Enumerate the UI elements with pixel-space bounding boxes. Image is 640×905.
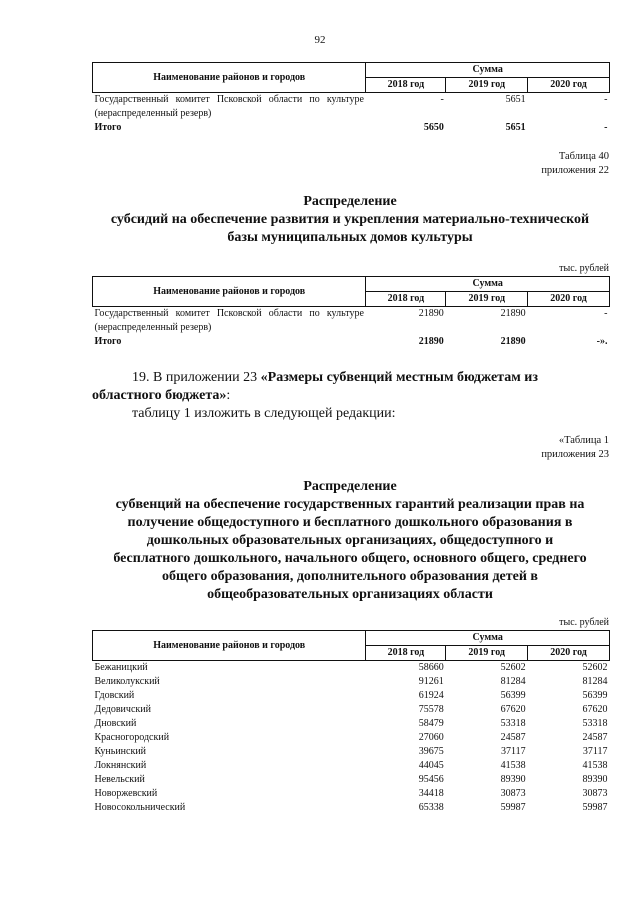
total-value-2020: - (604, 122, 608, 133)
total-row (93, 121, 610, 135)
row-name: Великолукский (94, 676, 160, 687)
row-value-2020: 81284 (582, 676, 608, 687)
column-header-2020: 2020 год (528, 78, 610, 93)
table-row (93, 745, 610, 759)
row-value-2019: 53318 (500, 718, 526, 729)
table-subsidies-continued (92, 62, 610, 135)
heading-line: дошкольных образовательных организациях, общедоступного и (146, 533, 554, 548)
total-label: Итого (94, 122, 122, 133)
total-row (93, 335, 610, 349)
table-row (93, 689, 610, 703)
table-1-heading (80, 478, 620, 604)
column-header-2020: 2020 год (528, 646, 610, 661)
row-value-2018: 61924 (418, 690, 444, 701)
total-value-2019: 5651 (505, 122, 526, 133)
row-value-2019: 24587 (500, 732, 526, 743)
column-header-name: Наименование районов и городов (93, 631, 366, 661)
total-value-2020: -». (596, 336, 608, 347)
table-1-caption (541, 434, 609, 462)
row-name: Дновский (94, 718, 137, 729)
table-row (93, 661, 610, 676)
row-name: Красногородский (94, 732, 170, 743)
row-value-2018: 44045 (418, 760, 444, 771)
heading-line: Распределение (303, 194, 397, 209)
row-value-2019: 67620 (500, 704, 526, 715)
page-number: 92 (314, 34, 326, 46)
row-value-2018: 95456 (418, 774, 444, 785)
row-value-2020: - (604, 94, 608, 105)
table-row (93, 787, 610, 801)
row-value-2018: 58660 (418, 662, 444, 673)
appendix-title-end: областного бюджета» (92, 388, 227, 403)
table-row (93, 759, 610, 773)
row-value-2020: 89390 (582, 774, 608, 785)
table-row (93, 731, 610, 745)
row-value-2018: 34418 (418, 788, 444, 799)
table-row (93, 703, 610, 717)
row-value-2019: 41538 (500, 760, 526, 771)
row-name: Невельский (94, 774, 145, 785)
table-1 (92, 630, 610, 815)
row-name: Локнянский (94, 760, 147, 771)
total-label: Итого (94, 336, 122, 347)
row-value-2018: - (440, 94, 444, 105)
table-number: «Таблица 1 (558, 435, 609, 446)
paragraph-text: : (226, 388, 231, 403)
row-value-2019: 81284 (500, 676, 526, 687)
column-header-2019: 2019 год (446, 78, 528, 93)
row-value-2020: 24587 (582, 732, 608, 743)
units-label: тыс. рублей (559, 263, 609, 274)
heading-line: общего образования, дополнительного образования детей в (162, 569, 538, 584)
paragraph-text: 19. В приложении 23 (132, 370, 261, 385)
total-value-2019: 21890 (500, 336, 526, 347)
row-value-2020: 37117 (582, 746, 608, 757)
paragraph-19 (92, 369, 610, 423)
column-header-2020: 2020 год (528, 292, 610, 307)
row-value-2018: 91261 (418, 676, 444, 687)
units-label: тыс. рублей (559, 617, 609, 628)
heading-line: базы муниципальных домов культуры (227, 230, 473, 245)
appendix-number: приложения 22 (541, 165, 609, 176)
table-row (93, 93, 610, 122)
row-value-2020: 67620 (582, 704, 608, 715)
total-value-2018: 5650 (423, 122, 444, 133)
column-header-2018: 2018 год (366, 78, 446, 93)
heading-line: субсидий на обеспечение развития и укрепления материально-технической (110, 212, 590, 227)
column-header-name: Наименование районов и городов (93, 277, 366, 307)
table-row (93, 801, 610, 815)
table-row (93, 675, 610, 689)
row-value-2018: 39675 (418, 746, 444, 757)
column-header-2019: 2019 год (446, 646, 528, 661)
heading-line: бесплатного дошкольного, начального общего, основного общего, среднего (113, 551, 587, 566)
row-value-2020: 59987 (582, 802, 608, 813)
row-value-2019: 52602 (500, 662, 526, 673)
paragraph-line (92, 369, 610, 387)
appendix-number: приложения 23 (541, 449, 609, 460)
paragraph-line (92, 387, 610, 405)
table-body (93, 661, 610, 816)
heading-line: получение общедоступного и бесплатного дошкольного образования в (127, 515, 573, 530)
column-header-name: Наименование районов и городов (93, 63, 366, 93)
paragraph-line: таблицу 1 изложить в следующей редакции: (132, 406, 396, 421)
column-header-sum: Сумма (366, 63, 610, 78)
row-name: Новосокольнический (94, 802, 186, 813)
table-40 (92, 276, 610, 349)
table-40-heading (80, 193, 620, 247)
row-name: Бежаницкий (94, 662, 148, 673)
row-value-2020: 52602 (582, 662, 608, 673)
row-value-2019: 5651 (505, 94, 526, 105)
row-value-2019: 56399 (500, 690, 526, 701)
total-value-2018: 21890 (418, 336, 444, 347)
row-value-2020: 30873 (582, 788, 608, 799)
row-value-2020: 41538 (582, 760, 608, 771)
table-row (93, 717, 610, 731)
row-name: Государственный комитет Псковской области по культуре (нераспределенный резерв) (94, 94, 364, 119)
heading-line: субвенций на обеспечение государственных гарантий реализации прав на (115, 497, 585, 512)
row-value-2018: 65338 (418, 802, 444, 813)
row-name: Государственный комитет Псковской области по культуре (нераспределенный резерв) (94, 308, 364, 333)
column-header-sum: Сумма (366, 631, 610, 646)
row-value-2018: 21890 (418, 308, 444, 319)
table-row (93, 307, 610, 336)
row-value-2019: 37117 (500, 746, 526, 757)
column-header-sum: Сумма (366, 277, 610, 292)
row-name: Дедовичский (94, 704, 151, 715)
row-value-2020: - (604, 308, 608, 319)
row-value-2019: 21890 (500, 308, 526, 319)
table-number: Таблица 40 (558, 151, 609, 162)
appendix-title: «Размеры субвенций местным бюджетам из (260, 370, 538, 385)
row-value-2020: 53318 (582, 718, 608, 729)
column-header-2018: 2018 год (366, 646, 446, 661)
row-value-2019: 59987 (500, 802, 526, 813)
column-header-2018: 2018 год (366, 292, 446, 307)
row-name: Куньинский (94, 746, 147, 757)
table-40-caption (541, 150, 609, 178)
row-name: Новоржевский (94, 788, 158, 799)
row-value-2020: 56399 (582, 690, 608, 701)
heading-line: общеобразовательных организациях области (207, 587, 493, 602)
row-value-2018: 75578 (418, 704, 444, 715)
column-header-2019: 2019 год (446, 292, 528, 307)
table-row (93, 773, 610, 787)
row-name: Гдовский (94, 690, 135, 701)
row-value-2019: 30873 (500, 788, 526, 799)
row-value-2018: 58479 (418, 718, 444, 729)
heading-line: Распределение (303, 479, 397, 494)
row-value-2018: 27060 (418, 732, 444, 743)
row-value-2019: 89390 (500, 774, 526, 785)
